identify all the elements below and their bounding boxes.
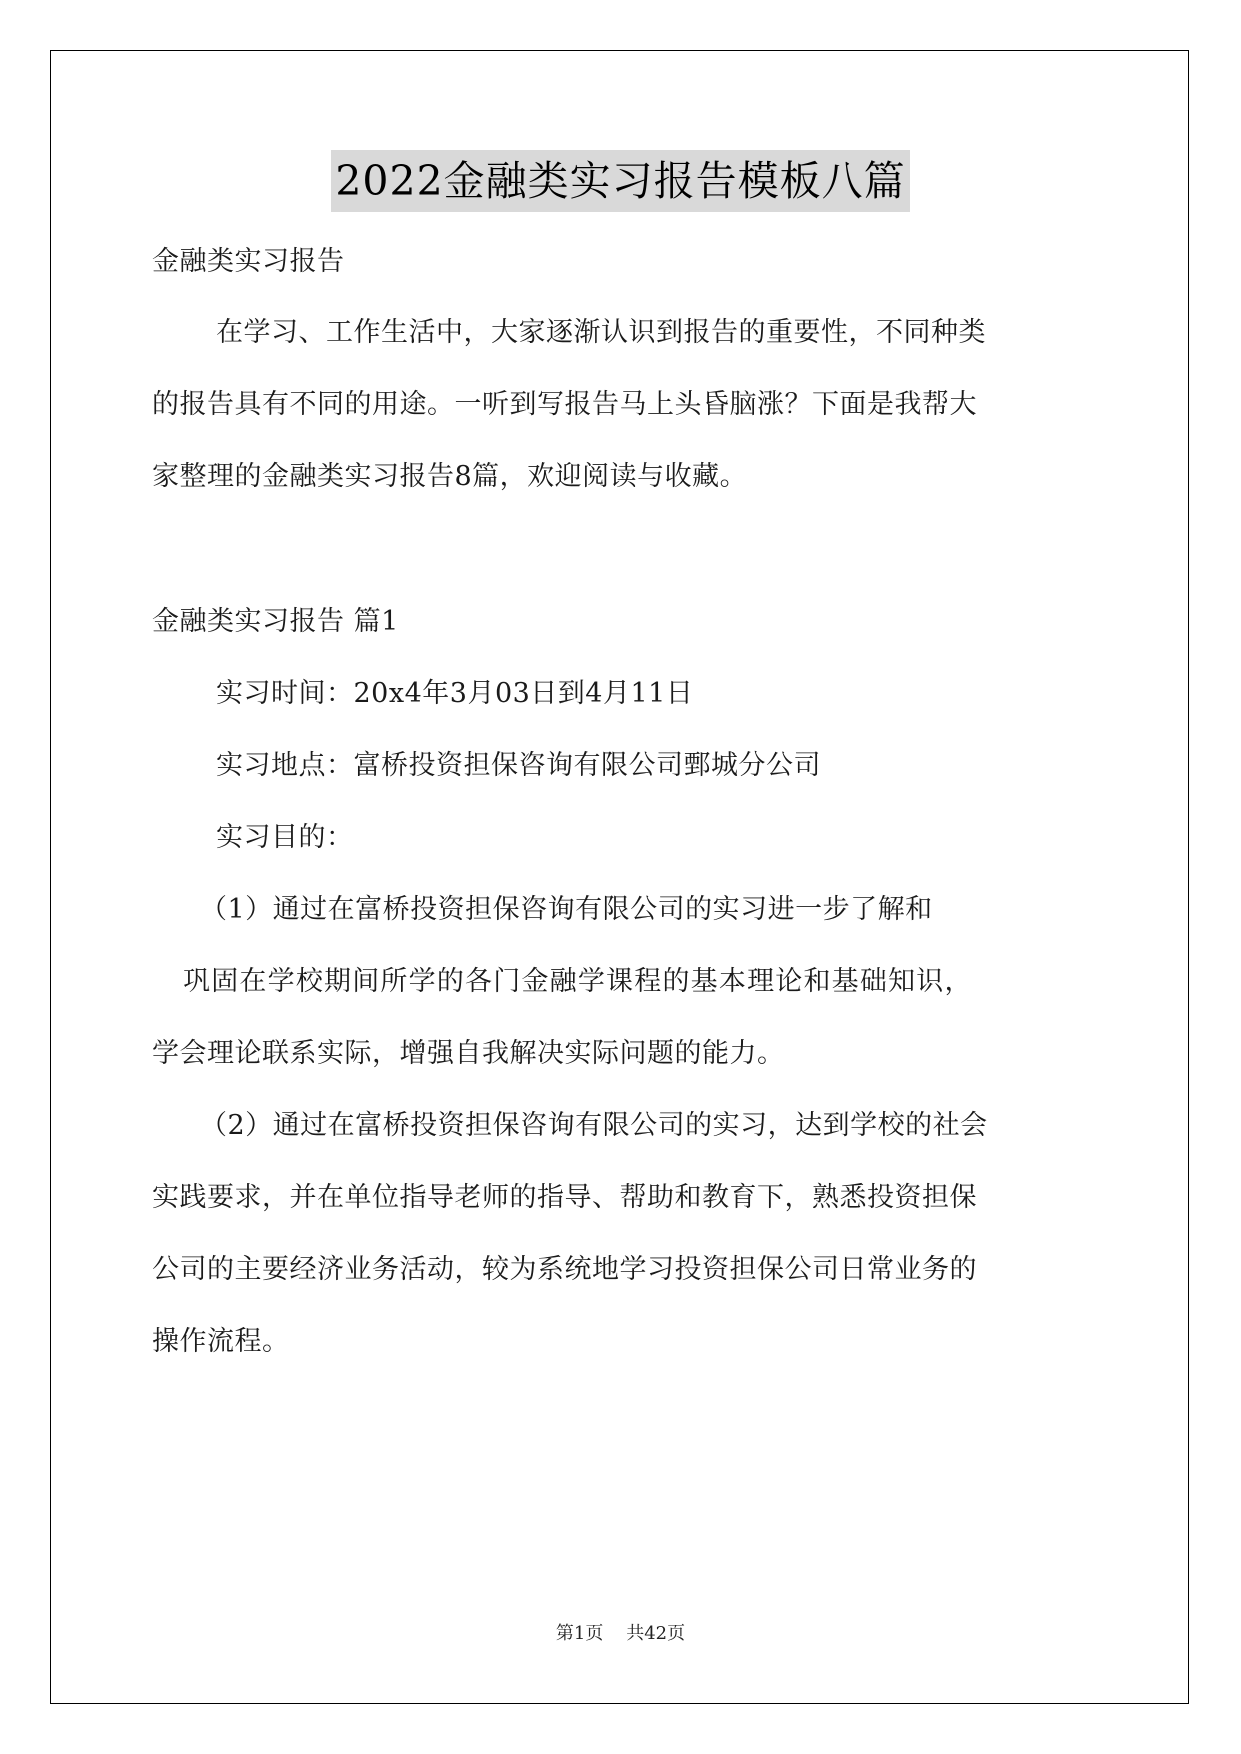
- intro-line-1: 在学习、工作生活中，大家逐渐认识到报告的重要性，不同种类: [216, 317, 986, 348]
- page-total: 共42页: [626, 1623, 686, 1644]
- document-title: 2022金融类实习报告模板八篇: [331, 150, 909, 212]
- purpose-label: 实习目的：: [216, 822, 354, 853]
- internship-time: 实习时间：20x4年3月03日到4月11日: [216, 678, 694, 709]
- page-border: [50, 50, 1189, 1704]
- internship-place: 实习地点：富桥投资担保咨询有限公司鄄城分公司: [216, 750, 821, 781]
- title-container: [0, 150, 1241, 212]
- section-heading: 金融类实习报告 篇1: [152, 606, 399, 637]
- purpose1-line-3: 学会理论联系实际，增强自我解决实际问题的能力。: [152, 1038, 785, 1069]
- purpose2-line-2: 实践要求，并在单位指导老师的指导、帮助和教育下，熟悉投资担保: [152, 1182, 977, 1213]
- page-footer: [0, 1622, 1241, 1646]
- heading-main: 金融类实习报告: [152, 246, 345, 277]
- intro-line-3: 家整理的金融类实习报告8篇，欢迎阅读与收藏。: [152, 461, 748, 492]
- purpose1-line-1: （1）通过在富桥投资担保咨询有限公司的实习进一步了解和: [200, 894, 933, 925]
- purpose2-line-3: 公司的主要经济业务活动，较为系统地学习投资担保公司日常业务的: [152, 1254, 977, 1285]
- intro-line-2: 的报告具有不同的用途。一听到写报告马上头昏脑涨？下面是我帮大: [152, 389, 977, 420]
- page-number: 第1页: [555, 1623, 604, 1644]
- purpose2-line-4: 操作流程。: [152, 1326, 290, 1357]
- purpose2-line-1: （2）通过在富桥投资担保咨询有限公司的实习，达到学校的社会: [200, 1110, 988, 1141]
- purpose1-line-2: 巩固在学校期间所学的各门金融学课程的基本理论和基础知识，: [183, 966, 972, 997]
